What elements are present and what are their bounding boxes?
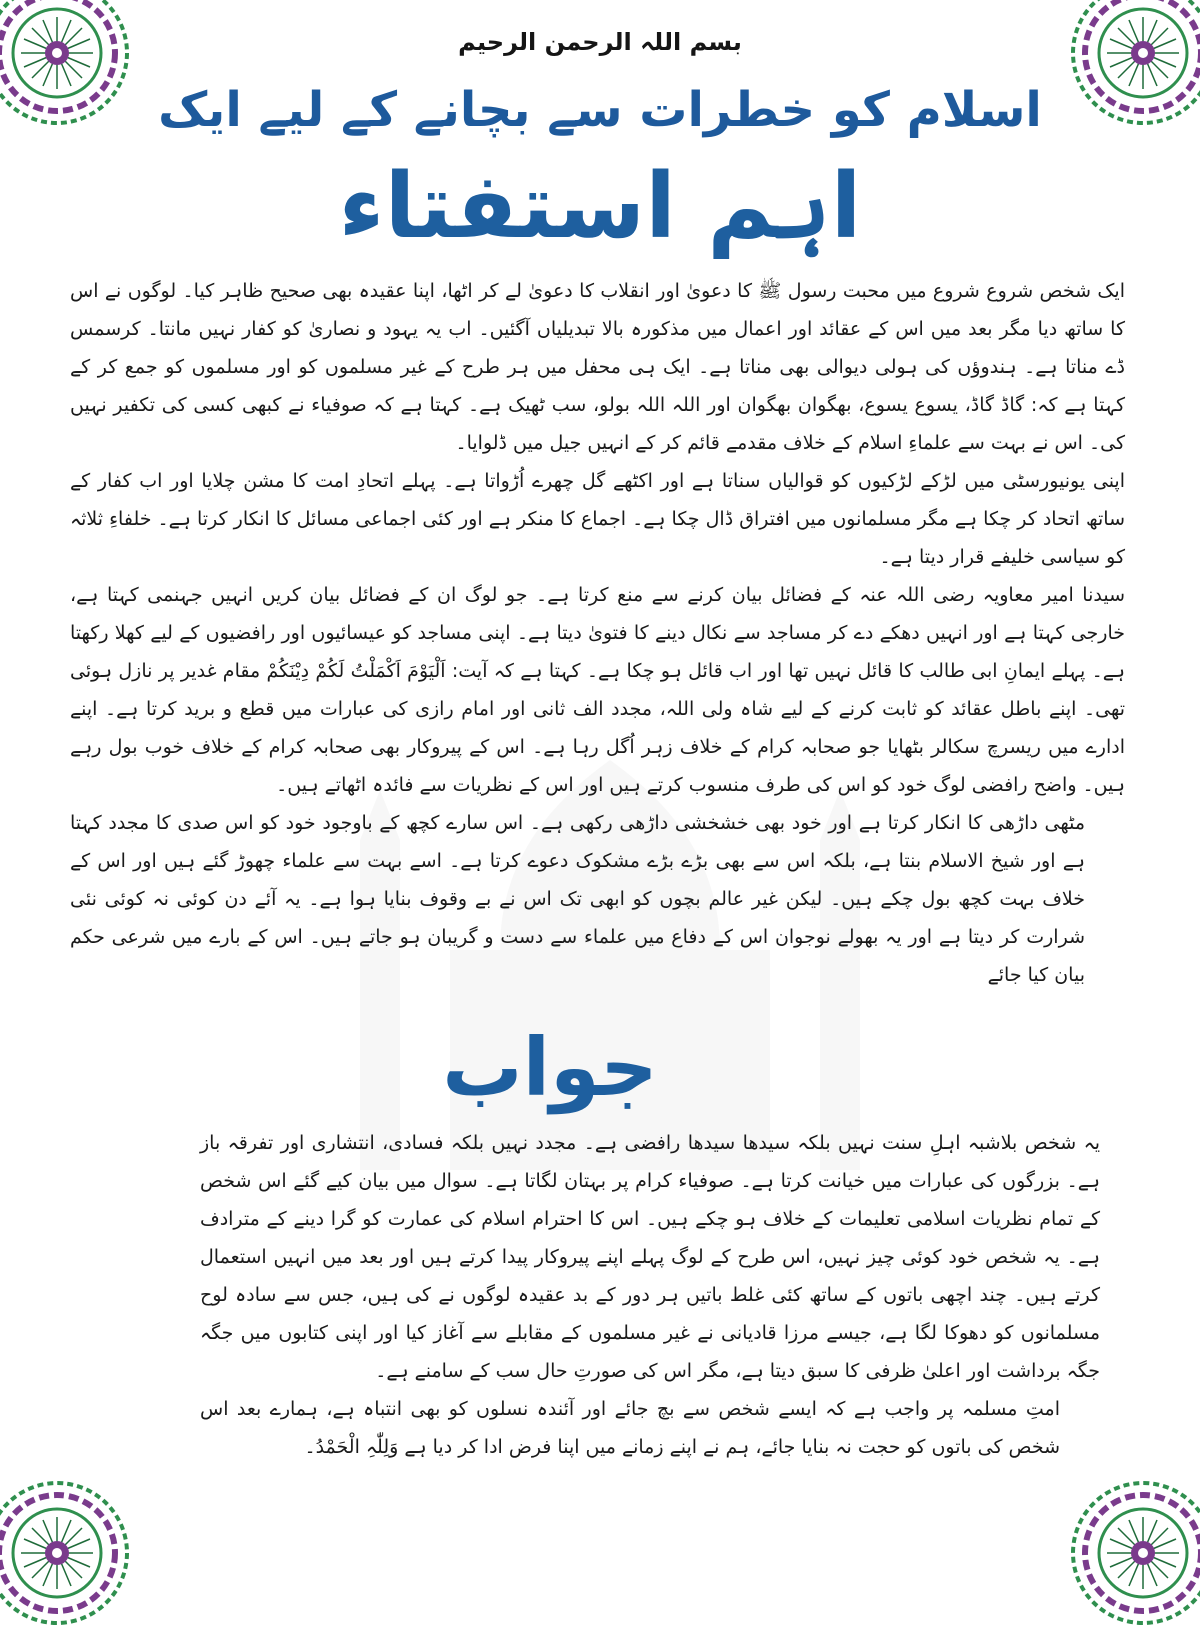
question-section bbox=[70, 272, 1125, 994]
corner-ornament-icon bbox=[1068, 1478, 1200, 1628]
answer-paragraph: یہ شخص بلاشبہ اہلِ سنت نہیں بلکہ سیدھا سیدھا رافضی ہے۔ مجدد نہیں بلکہ فسادی، انتشاری اور تفرقہ باز ہے۔ بزرگوں کی عبارات میں خیانت کرتا ہے۔ صوفیاء کرام پر بہتان لگاتا ہے۔ سوال میں بیان کیے گئے اس شخص کے تمام نظریات اسلامی تعلیمات کے خلاف ہو چکے ہیں۔ اس کا احترام اسلام کی عمارت کو گرا دینے کے مترادف ہے۔ یہ شخص خود کوئی چیز نہیں، اس طرح کے لوگ پہلے اپنے پیروکار پیدا کرتے ہیں اور بعد میں انہیں استعمال کرتے ہیں۔ چند اچھی باتوں کے ساتھ کئی غلط باتیں ہر دور کے بد عقیدہ لوگوں نے کی ہیں، جس سے سادہ لوح مسلمانوں کو دھوکا لگا ہے، جیسے مرزا قادیانی نے غیر مسلموں کے مقابلے سے آغاز کیا اور اپنی کتابوں میں جگہ جگہ برداشت اور اعلیٰ ظرفی کا سبق دیتا ہے، مگر اس کی صورتِ حال سب کے سامنے ہے۔ bbox=[200, 1132, 1100, 1382]
answer-section bbox=[200, 1124, 1100, 1466]
page-title: اہم استفتاء bbox=[338, 154, 862, 259]
answer-heading: جواب bbox=[442, 1021, 658, 1114]
corner-ornament-icon bbox=[0, 0, 132, 128]
question-paragraph: ایک شخص شروع شروع میں محبت رسول ﷺ کا دعویٰ اور انقلاب کا دعویٰ لے کر اٹھا، اپنا عقیدہ بھی صحیح ظاہر کیا۔ لوگوں نے اس کا ساتھ دیا مگر بعد میں اس کے عقائد اور اعمال میں مذکورہ بالا تبدیلیاں آگئیں۔ اب یہ یہود و نصاریٰ کو کفار نہیں مانتا۔ کرسمس ڈے مناتا ہے۔ ہندوؤں کی ہولی دیوالی بھی مناتا ہے۔ ایک ہی محفل میں ہر طرح کے غیر مسلموں کو اور مسلموں کو جمع کر کے کہتا ہے کہ: گاڈ گاڈ، یسوع یسوع، بھگوان بھگوان اور اللہ اللہ بولو، سب ٹھیک ہے۔ کہتا ہے کہ صوفیاء نے کبھی کسی کی تکفیر نہیں کی۔ اس نے بہت سے علماءِ اسلام کے خلاف مقدمے قائم کر کے انہیں جیل میں ڈلوایا۔ bbox=[70, 280, 1125, 454]
page-subtitle: اسلام کو خطرات سے بچانے کے لیے ایک bbox=[158, 82, 1042, 138]
corner-ornament-icon bbox=[1068, 0, 1200, 128]
corner-ornament-icon bbox=[0, 1478, 132, 1628]
answer-paragraph: امتِ مسلمہ پر واجب ہے کہ ایسے شخص سے بچ جائے اور آئندہ نسلوں کو بھی انتباہ ہے، ہمارے بعد اس شخص کی باتوں کو حجت نہ بنایا جائے، ہم نے اپنے زمانے میں اپنا فرض ادا کر دیا ہے وَلِلّٰہِ الْحَمْدُ۔ bbox=[200, 1398, 1060, 1458]
bismillah-heading: بسم اللہ الرحمن الرحیم bbox=[458, 28, 742, 56]
question-paragraph: مٹھی داڑھی کا انکار کرتا ہے اور خود بھی خشخشی داڑھی رکھی ہے۔ اس سارے کچھ کے باوجود خود کو اس صدی کا مجدد کہتا ہے اور شیخ الاسلام بنتا ہے، بلکہ اس سے بھی بڑے بڑے مشکوک دعوے کرتا ہے۔ اسے بہت سے علماء چھوڑ گئے ہیں اور اس کے خلاف بہت کچھ بول چکے ہیں۔ لیکن غیر عالم بچوں کو ابھی تک اس نے بے وقوف بنایا ہوا ہے۔ یہ آئے دن کوئی نہ کوئی نئی شرارت کر دیتا ہے اور یہ بھولے نوجوان اس کے دفاع میں علماء سے دست و گریبان ہو جاتے ہیں۔ اس کے بارے میں شرعی حکم بیان کیا جائے bbox=[70, 812, 1085, 986]
question-paragraph: سیدنا امیر معاویہ رضی اللہ عنہ کے فضائل بیان کرنے سے منع کرتا ہے۔ جو لوگ ان کے فضائل بیان کریں انہیں جہنمی کہتا ہے، خارجی کہتا ہے اور انہیں دھکے دے کر مساجد سے نکال دینے کا فتویٰ دیتا ہے۔ اپنی مساجد کو عیسائیوں اور رافضیوں کے لیے کھلا رکھتا ہے۔ پہلے ایمانِ ابی طالب کا قائل نہیں تھا اور اب قائل ہو چکا ہے۔ کہتا ہے کہ آیت: اَلْیَوْمَ اَکْمَلْتُ لَکُمْ دِیْنَکُمْ مقام غدیر پر نازل ہوئی تھی۔ اپنے باطل عقائد کو ثابت کرنے کے لیے شاہ ولی اللہ، مجدد الف ثانی اور امام رازی کی عبارات میں قطع و برید کرتا ہے۔ اپنے ادارے میں ریسرچ سکالر بٹھایا جو صحابہ کرام کے خلاف زہر اُگل رہا ہے۔ اس کے پیروکار بھی صحابہ کرام کے خلاف خوب بول رہے ہیں۔ واضح رافضی لوگ خود کو اس کی طرف منسوب کرتے ہیں اور اس کے نظریات سے فائدہ اٹھاتے ہیں۔ bbox=[70, 584, 1125, 796]
question-paragraph: اپنی یونیورسٹی میں لڑکے لڑکیوں کو قوالیاں سناتا ہے اور اکٹھے گل چھرے اُڑواتا ہے۔ پہلے اتحادِ امت کا مشن چلایا اور اب کفار کے ساتھ اتحاد کر چکا ہے مگر مسلمانوں میں افتراق ڈال چکا ہے۔ اجماع کا منکر ہے اور کئی اجماعی مسائل کا انکار کرتا ہے۔ خلفاءِ ثلاثہ کو سیاسی خلیفے قرار دیتا ہے۔ bbox=[70, 470, 1125, 568]
